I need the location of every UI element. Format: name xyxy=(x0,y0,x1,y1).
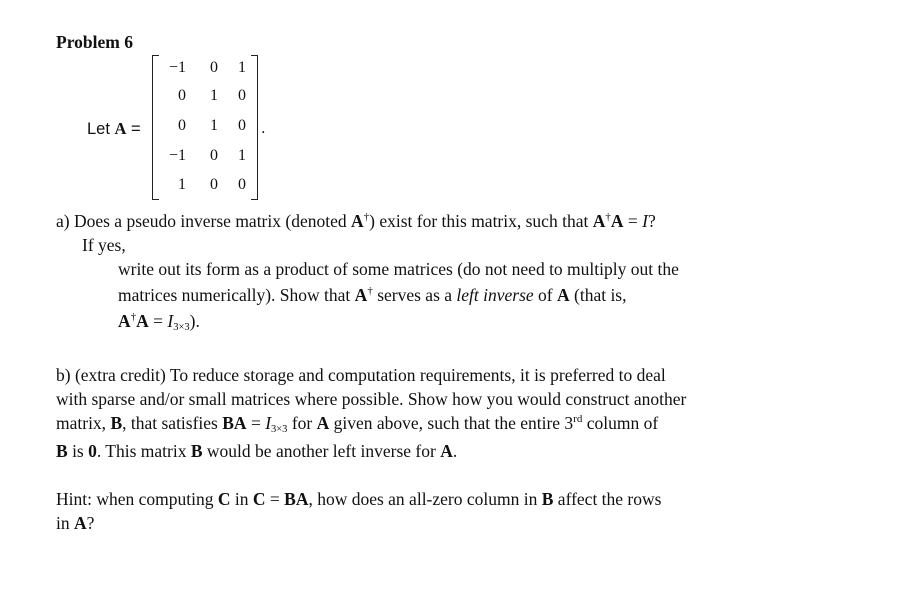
part-b-line xyxy=(56,413,658,435)
symbol-B: B xyxy=(110,413,123,433)
part-b-text: given above, such that the entire 3 xyxy=(329,413,574,433)
matrix-row xyxy=(162,117,248,139)
equals-sign: = xyxy=(246,413,266,433)
equals-sign: = xyxy=(623,211,643,231)
matrix-end-period: . xyxy=(261,119,266,137)
matrix-A xyxy=(152,55,258,200)
part-b-line xyxy=(56,441,457,462)
part-a-text: (that is, xyxy=(569,285,627,305)
symbol-A: A xyxy=(440,441,453,461)
equals-sign: = xyxy=(131,120,141,138)
hint-line xyxy=(56,489,661,510)
matrix-cell: 0 xyxy=(178,117,186,134)
zero-vector: 0 xyxy=(88,441,97,461)
symbol-A: A xyxy=(316,413,330,433)
dagger-symbol: † xyxy=(130,311,137,323)
matrix-right-bracket xyxy=(251,55,258,200)
symbol-A: A xyxy=(136,311,149,331)
part-b-text: matrix, xyxy=(56,413,111,433)
matrix-row xyxy=(162,87,248,109)
part-a-instruction-line xyxy=(118,285,627,306)
part-a-text: a) Does a pseudo inverse matrix (denoted xyxy=(56,211,351,231)
symbol-B: B xyxy=(190,441,203,461)
matrix-cell: 0 xyxy=(210,176,218,193)
matrix-cell: 1 xyxy=(238,147,246,164)
matrix-cell: 0 xyxy=(238,87,246,104)
matrix-cell: 1 xyxy=(210,117,218,134)
dagger-symbol: † xyxy=(605,211,611,223)
symbol-C: C xyxy=(252,489,266,509)
matrix-cell: 1 xyxy=(210,87,218,104)
matrix-cell: 1 xyxy=(178,176,186,193)
part-a-question xyxy=(56,211,656,232)
equals-sign: = xyxy=(148,311,168,331)
dagger-symbol: † xyxy=(367,285,373,297)
matrix-row xyxy=(162,59,248,81)
symbol-A: A xyxy=(610,211,624,231)
matrix-row xyxy=(162,147,248,169)
symbol-BA: BA xyxy=(284,489,309,509)
matrix-cell: 0 xyxy=(210,59,218,76)
let-prefix: Let xyxy=(87,120,110,138)
part-b-line: with sparse and/or small matrices where possible. Show how you would construct another xyxy=(56,389,687,409)
symbol-B: B xyxy=(541,489,554,509)
symbol-B: B xyxy=(56,441,68,461)
hint-text: affect the rows xyxy=(553,489,662,509)
symbol-A: A xyxy=(354,285,368,305)
matrix-cell: −1 xyxy=(168,147,186,164)
matrix-cell: 0 xyxy=(238,176,246,193)
part-b-line: b) (extra credit) To reduce storage and computation requirements, it is preferred to deal xyxy=(56,365,666,385)
symbol-A: A xyxy=(74,513,87,533)
identity-symbol: I xyxy=(265,413,272,433)
identity-subscript: 3×3 xyxy=(271,424,288,435)
part-b-text: is xyxy=(67,441,89,461)
part-a-instruction-line: write out its form as a product of some matrices (do not need to multiply out the xyxy=(118,259,679,279)
question-mark: ? xyxy=(647,211,656,231)
identity-symbol: I xyxy=(167,311,174,331)
equals-sign: = xyxy=(265,489,285,509)
matrix-left-bracket xyxy=(152,55,159,200)
left-inverse-term: left inverse xyxy=(456,285,534,305)
part-b-text: column of xyxy=(582,413,659,433)
part-a-text: ) exist for this matrix, such that xyxy=(369,211,593,231)
hint-text: in xyxy=(230,489,253,509)
part-a-identity-equation xyxy=(118,311,200,333)
matrix-cell: 0 xyxy=(210,147,218,164)
matrix-row xyxy=(162,176,248,198)
hint-text: Hint: when computing xyxy=(56,489,218,509)
part-a-if-yes: If yes, xyxy=(82,235,126,255)
ordinal-suffix: rd xyxy=(573,413,583,425)
part-b-text: for xyxy=(287,413,317,433)
identity-subscript: 3×3 xyxy=(173,322,190,333)
matrix-cell: 1 xyxy=(238,59,246,76)
symbol-A: A xyxy=(350,211,364,231)
symbol-A: A xyxy=(556,285,570,305)
hint-text: in xyxy=(56,513,74,533)
matrix-cell: 0 xyxy=(178,87,186,104)
matrix-cell: 0 xyxy=(238,117,246,134)
part-b-text: . This matrix xyxy=(96,441,191,461)
hint-line xyxy=(56,513,94,534)
symbol-C: C xyxy=(217,489,231,509)
question-mark: ? xyxy=(86,513,95,533)
hint-text: , how does an all-zero column in xyxy=(308,489,542,509)
matrix-symbol: A xyxy=(114,119,127,138)
part-a-text: of xyxy=(533,285,557,305)
matrix-definition-label xyxy=(87,119,141,139)
identity-symbol: I xyxy=(642,211,648,231)
part-b-text: . xyxy=(452,441,458,461)
problem-title: Problem 6 xyxy=(56,32,133,52)
part-b-text: , that satisfies xyxy=(122,413,223,433)
part-a-text: matrices numerically). Show that xyxy=(118,285,355,305)
part-b-text: would be another left inverse for xyxy=(202,441,441,461)
symbol-A: A xyxy=(118,311,131,331)
dagger-symbol: † xyxy=(363,211,370,223)
matrix-cell: −1 xyxy=(168,59,186,76)
part-a-text: ). xyxy=(189,311,200,331)
symbol-A: A xyxy=(592,211,606,231)
part-a-text: serves as a xyxy=(372,285,457,305)
symbol-BA: BA xyxy=(222,413,247,433)
